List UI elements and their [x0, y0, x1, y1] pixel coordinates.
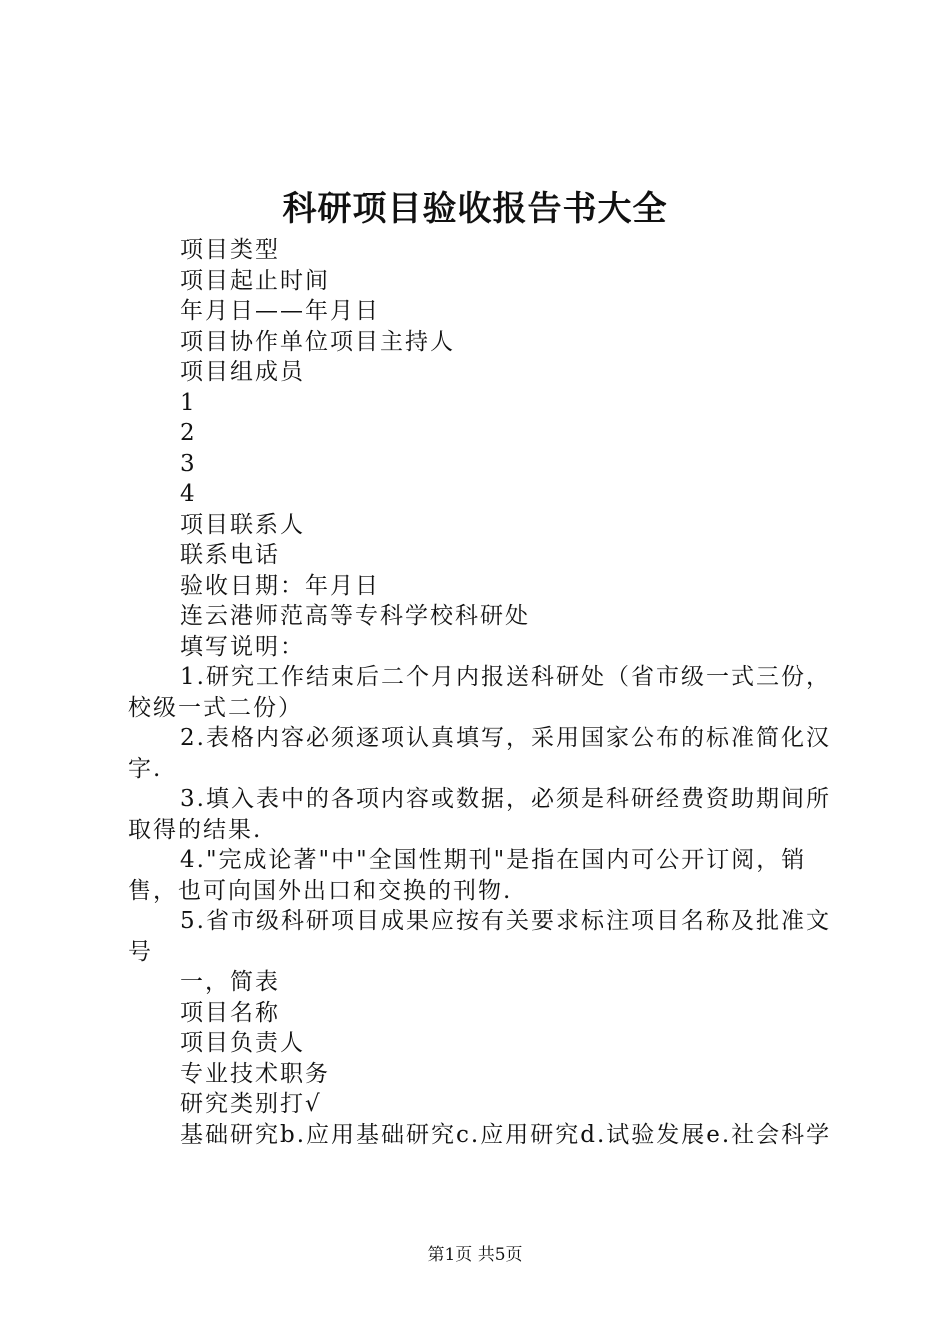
team-member-number: 2 — [180, 420, 197, 446]
instruction-item: 4."完成论著"中"全国性期刊"是指在国内可公开订阅，销售，也可向国外出口和交换的刊物. — [128, 847, 807, 904]
field-date-range: 年月日——年月日 — [180, 298, 380, 324]
field-project-name: 项目名称 — [180, 999, 280, 1026]
instructions-heading: 填写说明： — [180, 633, 305, 660]
field-research-category: 研究类别打√ — [180, 1091, 322, 1117]
team-member-number: 4 — [180, 481, 197, 507]
instruction-item: 1.研究工作结束后二个月内报送科研处（省市级一式三份，校级一式二份） — [128, 664, 831, 721]
team-member-number: 3 — [180, 450, 197, 477]
team-member-number: 1 — [180, 389, 197, 416]
field-contact-person: 项目联系人 — [180, 511, 305, 538]
research-type-options: 基础研究b.应用基础研究c.应用研究d.试验发展e.社会科学 — [180, 1121, 832, 1148]
field-phone: 联系电话 — [180, 542, 280, 568]
field-acceptance-date: 验收日期：年月日 — [180, 572, 380, 599]
document-title: 科研项目验收报告书大全 — [282, 189, 668, 229]
section-heading: 一，简表 — [180, 969, 280, 995]
document-body — [128, 235, 838, 1150]
field-project-leader: 项目负责人 — [180, 1030, 305, 1056]
issuing-office: 连云港师范高等专科学校科研处 — [180, 603, 530, 629]
instruction-item: 3.填入表中的各项内容或数据，必须是科研经费资助期间所取得的结果. — [128, 786, 831, 843]
instruction-item: 5.省市级科研项目成果应按有关要求标注项目名称及批准文号 — [128, 908, 831, 965]
field-project-type: 项目类型 — [180, 237, 280, 263]
field-partner-and-host: 项目协作单位项目主持人 — [180, 328, 455, 355]
instruction-item: 2.表格内容必须逐项认真填写，采用国家公布的标准简化汉字. — [128, 725, 831, 782]
field-professional-title: 专业技术职务 — [180, 1060, 330, 1087]
field-team-members: 项目组成员 — [180, 359, 305, 385]
field-project-period: 项目起止时间 — [180, 267, 330, 294]
page-footer: 第1页 共5页 — [427, 1245, 523, 1265]
